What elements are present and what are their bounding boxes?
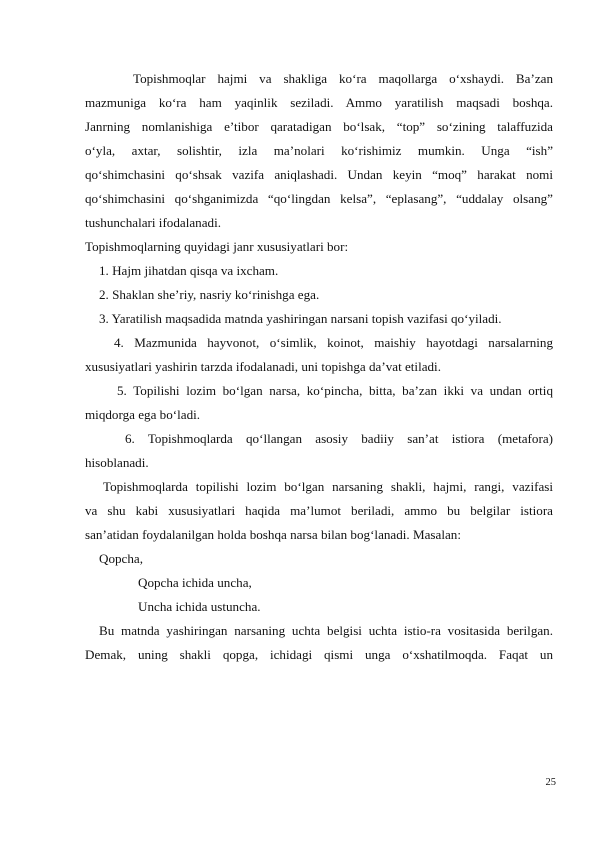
paragraph-line: qo‘shimchasini qo‘shsak vazifa aniqlashadi. Undan keyin “moq” harakat nomi	[85, 167, 553, 182]
paragraph-line: tushunchalari ifodalanadi.	[85, 215, 221, 230]
paragraph-line: qo‘shimchasini qo‘shganimizda “qo‘lingdan kelsa”, “eplasang”, “uddalay olsang”	[85, 191, 553, 206]
paragraph-line: san’atidan foydalanilgan holda boshqa narsa bilan bog‘lanadi. Masalan:	[85, 527, 461, 542]
paragraph-line: Janrning nomlanishiga e’tibor qaratadigan bo‘lsak, “top” so‘zining talaffuzida	[85, 119, 553, 134]
riddle-title: Qopcha,	[99, 551, 143, 566]
feature-item-6-cont: hisoblanadi.	[85, 455, 149, 470]
page-number: 25	[545, 777, 556, 788]
feature-item-4-cont: xususiyatlari yashirin tarzda ifodalanadi, uni topishga da’vat etiladi.	[85, 359, 441, 374]
riddle-line-2: Uncha ichida ustuncha.	[138, 599, 261, 614]
feature-item-3: 3. Yaratilish maqsadida matnda yashiringan narsani topish vazifasi qo‘yiladi.	[99, 311, 502, 326]
feature-item-6: 6. Topishmoqlarda qo‘llangan asosiy badiiy san’at istiora (metafora)	[125, 431, 553, 446]
paragraph-line: o‘yla, axtar, solishtir, izla ma’nolari ko‘rishimiz mumkin. Unga “ish”	[85, 143, 553, 158]
feature-item-2: 2. Shaklan she’riy, nasriy ko‘rinishga ega.	[99, 287, 320, 302]
feature-item-1: 1. Hajm jihatdan qisqa va ixcham.	[99, 263, 279, 278]
feature-item-5-cont: miqdorga ega bo‘ladi.	[85, 407, 201, 422]
paragraph-line: Topishmoqlarda topilishi lozim bo‘lgan narsaning shakli, hajmi, rangi, vazifasi	[103, 479, 553, 494]
features-intro: Topishmoqlarning quyidagi janr xususiyatlari bor:	[85, 239, 349, 254]
paragraph-line: Demak, uning shakli qopga, ichidagi qismi unga o‘xshatilmoqda. Faqat un	[85, 647, 553, 662]
paragraph-line: va shu kabi xususiyatlari haqida ma’lumot beriladi, ammo bu belgilar istiora	[85, 503, 553, 518]
document-page	[85, 0, 553, 842]
paragraph-line: mazmuniga ko‘ra ham yaqinlik seziladi. Ammo yaratilish maqsadi boshqa.	[85, 95, 553, 110]
paragraph-line: Bu matnda yashiringan narsaning uchta belgisi uchta istio-ra vositasida berilgan.	[99, 623, 553, 638]
feature-item-5: 5. Topilishi lozim bo‘lgan narsa, ko‘pincha, bitta, ba’zan ikki va undan ortiq	[117, 383, 553, 398]
riddle-line-1: Qopcha ichida uncha,	[138, 575, 252, 590]
paragraph-line: Topishmoqlar hajmi va shakliga ko‘ra maqollarga o‘xshaydi. Ba’zan	[133, 71, 553, 86]
feature-item-4: 4. Mazmunida hayvonot, o‘simlik, koinot, maishiy hayotdagi narsalarning	[114, 335, 553, 350]
